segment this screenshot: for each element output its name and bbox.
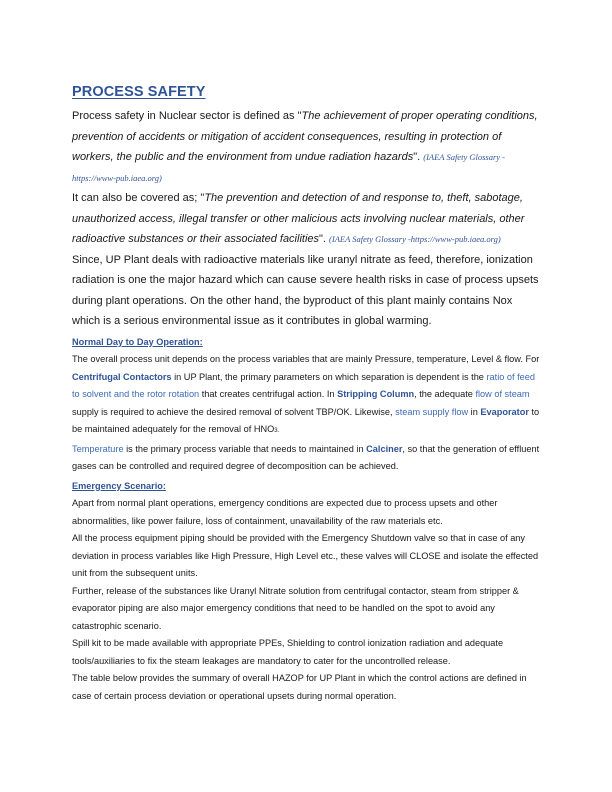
keyword-calciner: Calciner [366, 443, 403, 454]
section-heading-normal-operation: Normal Day to Day Operation: [72, 336, 203, 347]
intro-p2-prefix: It can also be covered as; " [72, 192, 205, 204]
text-span: supply is required to achieve the desired removal of solvent TBP/OK. Likewise, [72, 406, 396, 417]
keyword-steam-supply-flow: steam supply flow [395, 406, 469, 417]
emergency-paragraph-2: All the process equipment piping should be provided with the Emergency Shutdown valve so that in case of any deviation in process variables like High Pressure, High Level etc., these valves will CLOSE and isolate the effected unit from the subsequent units. [72, 533, 539, 578]
citation-iaea-1: (IAEA Safety Glossary - https://www-pub.iaea.org) [72, 152, 505, 183]
text-span: in [468, 406, 481, 417]
intro-p1-prefix: Process safety in Nuclear sector is defined as " [72, 110, 302, 122]
text-span: The overall process unit depends on the process variables that are mainly Pressure, temperature, Level & flow. For [72, 354, 540, 364]
text-span: in UP Plant, the primary parameters on which separation is dependent is the [171, 371, 487, 382]
emergency-paragraph-4: Spill kit to be made available with appropriate PPEs, Shielding to control ionization radiation and adequate tools/auxiliaries to fix the steam leakages are mandatory to cater for the uncontrolled release. [72, 638, 504, 666]
section-heading-emergency-scenario: Emergency Scenario: [72, 480, 166, 491]
intro-paragraph-3: Since, UP Plant deals with radioactive materials like uranyl nitrate as feed, therefore, ionization radiation is one the major hazard which can cause severe health risks in case of process upsets during plant operations. On the other hand, the byproduct of this plant mainly contains Nox which is a serious environmental issue as it contributes in global warming. [72, 253, 539, 327]
intro-p2-quote: The prevention and detection of and response to, theft, sabotage, unauthorized access, illegal transfer or other malicious acts involving nuclear materials, other radioactive substances or their associated facilities [72, 192, 525, 245]
intro-p1-quote: The achievement of proper operating conditions, prevention of accidents or mitigation of accident consequences, resulting in protection of workers, the public and the environment from undue radiation hazards [72, 110, 538, 163]
text-span: , so that the generation of effluent gases can be controlled and required degree of decomposition can be achieved. [72, 443, 540, 471]
document-page [72, 84, 542, 705]
keyword-stripping-column: Stripping Column [337, 389, 415, 399]
intro-paragraph-2 [72, 188, 542, 250]
page-title: PROCESS SAFETY [72, 84, 206, 100]
intro-paragraph-1 [72, 106, 542, 188]
text-span: , the adequate [414, 389, 476, 399]
citation-iaea-2: (IAEA Safety Glossary -https://www-pub.iaea.org) [329, 234, 501, 244]
emergency-paragraph-3: Further, release of the substances like Uranyl Nitrate solution from centrifugal contactor, steam from stripper & evaporator piping are also major emergency conditions that need to be handled on the spot to avoid any catastrophic scenario. [72, 585, 519, 631]
text-span: that creates centrifugal action. In [199, 389, 338, 399]
keyword-flow-of-steam: flow of steam [475, 389, 530, 399]
intro-p1-suffix: ". [413, 151, 424, 163]
keyword-temperature: Temperature [72, 443, 124, 454]
intro-p2-suffix: ". [319, 233, 330, 245]
subscript-3: 3. [274, 428, 280, 434]
keyword-centrifugal-contactors: Centrifugal Contactors [72, 371, 172, 382]
emergency-paragraph-1: Apart from normal plant operations, emergency conditions are expected due to process upsets and other abnormalities, like power failure, loss of containment, unavailability of the raw materials etc. [72, 498, 498, 526]
keyword-evaporator: Evaporator [480, 406, 529, 417]
emergency-paragraph-5: The table below provides the summary of overall HAZOP for UP Plant in which the control actions are defined in case of certain process deviation or operational upsets during normal operation. [72, 673, 527, 701]
normal-operation-paragraph [72, 351, 542, 476]
keyword-ratio-feed-solvent: ratio of feed to solvent and the rotor rotation [72, 371, 536, 399]
text-span: to be maintained adequately for the removal of HNO [72, 406, 540, 434]
text-span: is the primary process variable that needs to maintained in [123, 443, 367, 454]
